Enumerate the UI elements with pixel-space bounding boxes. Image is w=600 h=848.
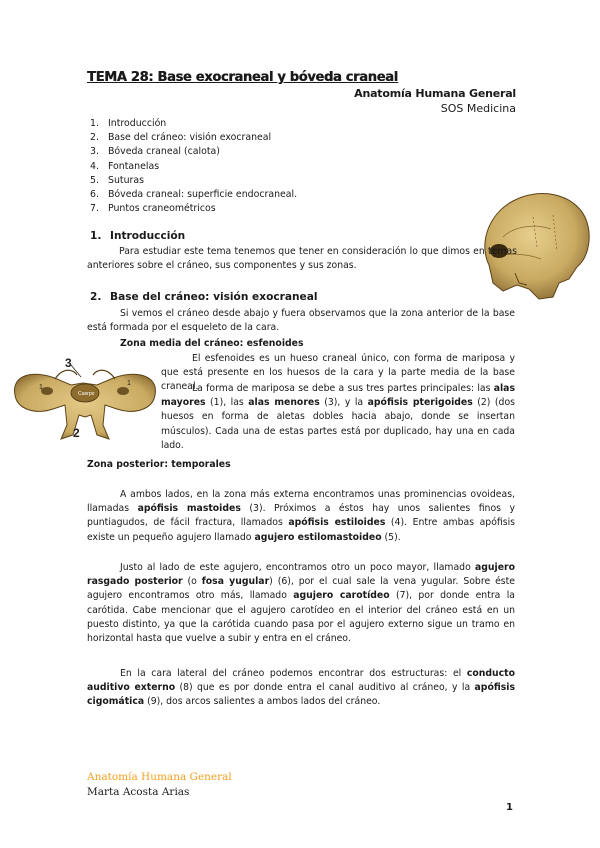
organization-name: SOS Medicina [440,102,516,115]
temporal-paragraph: A ambos lados, en la zona más externa encontramos unas prominencias ovoideas, llamadas apófisis mastoides (3). Próximos a éstos hay unos salientes finos y puntiagudos, de fácil fractura, llamados apófisis estiloides (4). Entre ambas apófisis existe un pequeño agujero llamado agujero estilomastoideo (5). [87,489,516,543]
foramen-paragraph: Justo al lado de este agujero, encontramos otro un poco mayor, llamado agujero rasgado posterior (o fosa yugular) (6), por el cual sale la vena yugular. Sobre éste agujero encontramos otro más, llamado agujero carotídeo (7), por donde entra la carótida. Cabe mencionar que el agujero carotídeo en el interior del cráneo está en un puesto distinto, ya que la carótida cuando pasa por el agujero externo sigue un tramo en horizontal hasta que vuelve a subir y entra en el cráneo. [87,562,515,645]
toc-item: 7. Puntos craneométricos [90,203,216,215]
toc-item: 4. Fontanelas [90,160,160,172]
lateral-paragraph: En la cara lateral del cráneo podemos encontrar dos estructuras: el conducto auditivo externo (8) que es por donde entra el canal auditivo al cráneo, y la apófisis cigomática (9), dos arcos salientes a ambos lados del cráneo. [87,668,515,708]
toc-item: 6. Bóveda craneal: superficie endocraneal. [90,189,298,201]
toc-item: 3. Bóveda craneal (calota) [90,146,220,158]
subsection-label: Zona posterior: temporales [87,459,231,470]
page-number: 1 [506,802,513,813]
toc-item: 2. Base del cráneo: visión exocraneal [90,132,272,144]
figure-label-body: Cuerpo [78,391,95,397]
intro-paragraph: Para estudiar este tema tenemos que tener en consideración lo que dimos en temas anteriores sobre el cráneo, sus componentes y sus zonas. [87,246,517,272]
footer-subject: Anatomía Humana General [87,771,232,783]
toc-item: 1. Introducción [90,118,167,129]
page-title: TEMA 28: Base exocraneal y bóveda craneal [87,70,398,85]
base-paragraph: Si vemos el cráneo desde abajo y fuera observamos que la zona anterior de la base está formada por el esqueleto de la cara. [87,308,515,334]
figure-label-2: 2 [73,426,80,440]
sphenoid-bone-image [7,355,165,443]
sphenoid-parts-paragraph: La forma de mariposa se debe a sus tres partes principales: las alas mayores (1), las alas menores (3), y la apófisis pterigoides (2) (dos huesos en forma de aletas dobles hacia abajo, donde se insertan músculos). Cada una de estas partes está por duplicado, hay una en cada lado. [161,383,515,451]
toc-item: 5. Suturas [90,174,144,186]
figure-label-1: 1 [39,384,43,391]
sphenoid-paragraph: El esfenoides es un hueso craneal único, con forma de mariposa y que está presente en los huesos de la cara y la parte media de la base craneal. [161,353,515,393]
table-of-contents [90,117,297,216]
subsection-label: Zona media del cráneo: esfenoides [120,338,304,349]
subject-name: Anatomía Humana General [354,87,516,100]
footer-author: Marta Acosta Arias [87,786,190,798]
figure-label-1: 1 [127,380,131,387]
figure-label-3: 3 [65,356,72,370]
section-heading: 2. Base del cráneo: visión exocraneal [90,291,318,303]
section-heading: 1. Introducción [90,230,186,242]
